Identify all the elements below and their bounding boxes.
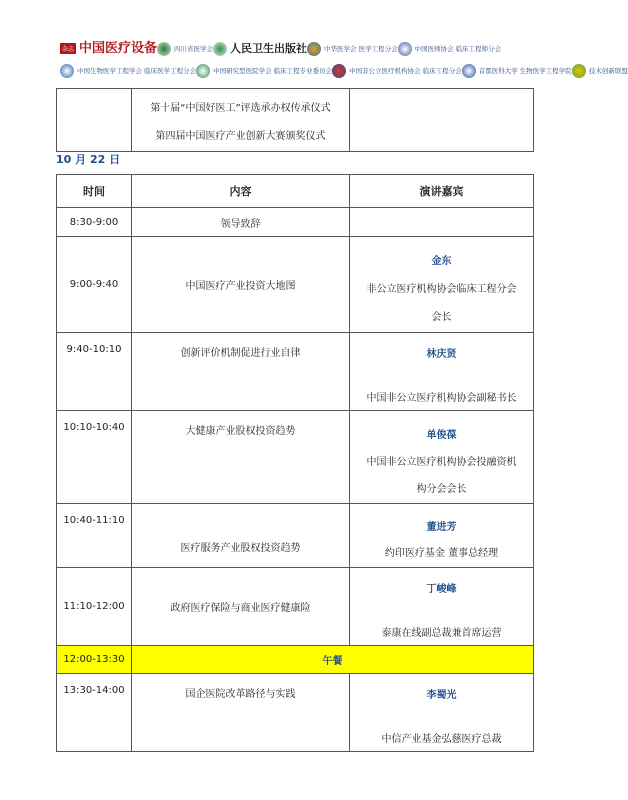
table-cell bbox=[57, 89, 132, 152]
logo-pmph: 人民卫生出版社 bbox=[213, 42, 307, 56]
emblem-icon bbox=[398, 42, 412, 56]
logo-badge: 杂志 bbox=[60, 43, 76, 54]
speaker-title bbox=[350, 601, 533, 623]
logo-row-1 bbox=[60, 38, 500, 60]
speaker-title bbox=[350, 707, 533, 729]
date-heading: 10 月 22 日 bbox=[56, 153, 121, 166]
lunch-label: 午餐 bbox=[132, 646, 534, 674]
time-cell: 10:10-10:40 bbox=[57, 411, 132, 504]
logo-cnmia: 中国非公立医疗机构协会 临床工程分会 bbox=[332, 64, 462, 78]
header-speaker: 演讲嘉宾 bbox=[350, 175, 534, 208]
speaker-name: 林庆贤 bbox=[426, 349, 457, 360]
speaker-title: 中国非公立医疗机构协会副秘书长 bbox=[366, 393, 517, 404]
speaker-cell bbox=[350, 411, 534, 504]
emblem-icon bbox=[60, 64, 74, 78]
time-cell: 8:30-9:00 bbox=[57, 208, 132, 237]
speaker-title: 会长 bbox=[431, 312, 452, 323]
ceremony-line: 第十届“中国好医工”评选承办权传承仪式 bbox=[150, 103, 331, 114]
speaker-name: 金东 bbox=[431, 256, 452, 267]
speaker-cell bbox=[350, 237, 534, 333]
logo-sichuan-medical-association: 四川省医学会 bbox=[157, 42, 213, 56]
ceremony-line: 第四届中国医疗产业创新大赛颁奖仪式 bbox=[155, 131, 326, 142]
table-row bbox=[57, 504, 534, 568]
emblem-icon bbox=[462, 64, 476, 78]
content-cell: 领导致辞 bbox=[132, 208, 350, 237]
logo-crha: 中国研究型医院学会 临床工程专业委员会 bbox=[196, 64, 332, 78]
speaker-title: 中国非公立医疗机构协会投融资机 bbox=[366, 457, 517, 468]
table-cell bbox=[350, 89, 534, 152]
schedule-table bbox=[56, 174, 534, 752]
table-header-row bbox=[57, 175, 534, 208]
previous-day-table-tail bbox=[56, 88, 534, 152]
speaker-title: 约印医疗基金 董事总经理 bbox=[384, 548, 499, 559]
time-cell: 9:40-10:10 bbox=[57, 333, 132, 411]
time-cell: 10:40-11:10 bbox=[57, 504, 132, 568]
speaker-cell bbox=[350, 504, 534, 568]
content-cell: 大健康产业股权投资趋势 bbox=[132, 411, 350, 504]
logo-csbme: 中国生物医学工程学会 临床医学工程分会 bbox=[60, 64, 196, 78]
logo-cma-engineering: 中华医学会 医学工程分会 bbox=[307, 42, 398, 56]
emblem-icon bbox=[307, 42, 321, 56]
content-cell: 创新评价机制促进行业自律 bbox=[132, 333, 350, 411]
content-cell: 医疗服务产业股权投资趋势 bbox=[132, 504, 350, 568]
speaker-name: 董进芳 bbox=[426, 522, 457, 533]
time-cell: 13:30-14:00 bbox=[57, 674, 132, 752]
speaker-cell bbox=[350, 333, 534, 411]
time-cell: 12:00-13:30 bbox=[57, 646, 132, 674]
sponsor-logos bbox=[60, 38, 628, 86]
emblem-icon bbox=[157, 42, 171, 56]
emblem-icon bbox=[332, 64, 346, 78]
time-cell: 11:10-12:00 bbox=[57, 568, 132, 646]
speaker-title: 中信产业基金弘慈医疗总裁 bbox=[381, 734, 502, 745]
emblem-icon bbox=[196, 64, 210, 78]
lunch-row bbox=[57, 646, 534, 674]
table-row bbox=[57, 568, 534, 646]
logo-china-medical-devices: 杂志 中国医疗设备 bbox=[62, 41, 158, 57]
logo-ccmu-bme: 首都医科大学 生物医学工程学院 bbox=[462, 64, 572, 78]
content-cell: 国企医院改革路径与实践 bbox=[132, 674, 350, 752]
speaker-title: 构分会会长 bbox=[416, 484, 467, 495]
table-cell bbox=[132, 89, 350, 152]
table-row bbox=[57, 89, 534, 152]
emblem-icon bbox=[572, 64, 586, 78]
table-row bbox=[57, 237, 534, 333]
header-content: 内容 bbox=[132, 175, 350, 208]
logo-row-2 bbox=[60, 60, 628, 82]
speaker-cell bbox=[350, 208, 534, 237]
table-row bbox=[57, 333, 534, 411]
emblem-icon bbox=[213, 42, 227, 56]
content-cell: 中国医疗产业投资大地图 bbox=[132, 237, 350, 333]
speaker-name: 李蜀光 bbox=[426, 690, 457, 701]
logo-cmda-clinical-engineer: 中国医师协会 临床工程师分会 bbox=[398, 42, 502, 56]
speaker-name: 单俊葆 bbox=[426, 430, 457, 441]
speaker-title bbox=[350, 366, 533, 388]
table-row bbox=[57, 411, 534, 504]
header-time: 时间 bbox=[57, 175, 132, 208]
logo-innovation-alliance: 技术创新联盟 bbox=[572, 64, 628, 78]
speaker-title: 泰康在线副总裁兼首席运营 bbox=[381, 628, 502, 639]
speaker-title: 非公立医疗机构协会临床工程分会 bbox=[366, 284, 517, 295]
table-row bbox=[57, 208, 534, 237]
time-cell: 9:00-9:40 bbox=[57, 237, 132, 333]
table-row bbox=[57, 674, 534, 752]
speaker-cell bbox=[350, 674, 534, 752]
speaker-name: 丁峻峰 bbox=[426, 584, 457, 595]
speaker-cell bbox=[350, 568, 534, 646]
content-cell: 政府医疗保险与商业医疗健康险 bbox=[132, 568, 350, 646]
